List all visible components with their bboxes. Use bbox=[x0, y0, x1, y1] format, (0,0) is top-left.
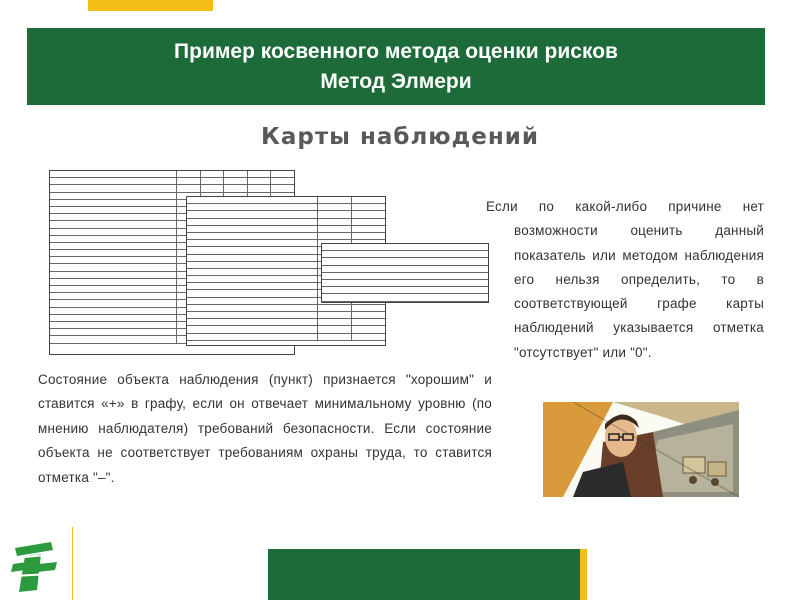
section-subtitle: Карты наблюдений bbox=[261, 124, 539, 150]
left-paragraph: Состояние объекта наблюдения (пункт) признается "хорошим" и ставится «+» в графу, если он отвечает минимальному уровню (по мнению наблюдателя) требований безопасности. Если состояние объекта не соответствует требованиям охраны труда, то ставится отметка "–". bbox=[38, 372, 492, 485]
company-logo-icon bbox=[11, 540, 63, 592]
footer-bar bbox=[268, 549, 580, 600]
top-accent-bar bbox=[88, 0, 213, 11]
right-paragraph-first-line: Если по какой-либо причине нет bbox=[486, 199, 764, 214]
decorative-vertical-line bbox=[72, 527, 73, 600]
page-title-line2: Метод Элмери bbox=[320, 69, 472, 93]
title-banner bbox=[27, 28, 765, 105]
right-paragraph bbox=[486, 195, 764, 365]
right-paragraph-rest: возможности оценить данный показатель или методом наблюдения его нельзя определить, то в соответствующей графе карты наблюдений указывается отметка "отсутствует" или "0". bbox=[514, 223, 764, 360]
footer-accent bbox=[580, 549, 587, 600]
office-worker-illustration bbox=[543, 402, 739, 497]
page-title-line1: Пример косвенного метода оценки рисков bbox=[174, 39, 618, 63]
observation-card-image-3 bbox=[321, 243, 489, 303]
